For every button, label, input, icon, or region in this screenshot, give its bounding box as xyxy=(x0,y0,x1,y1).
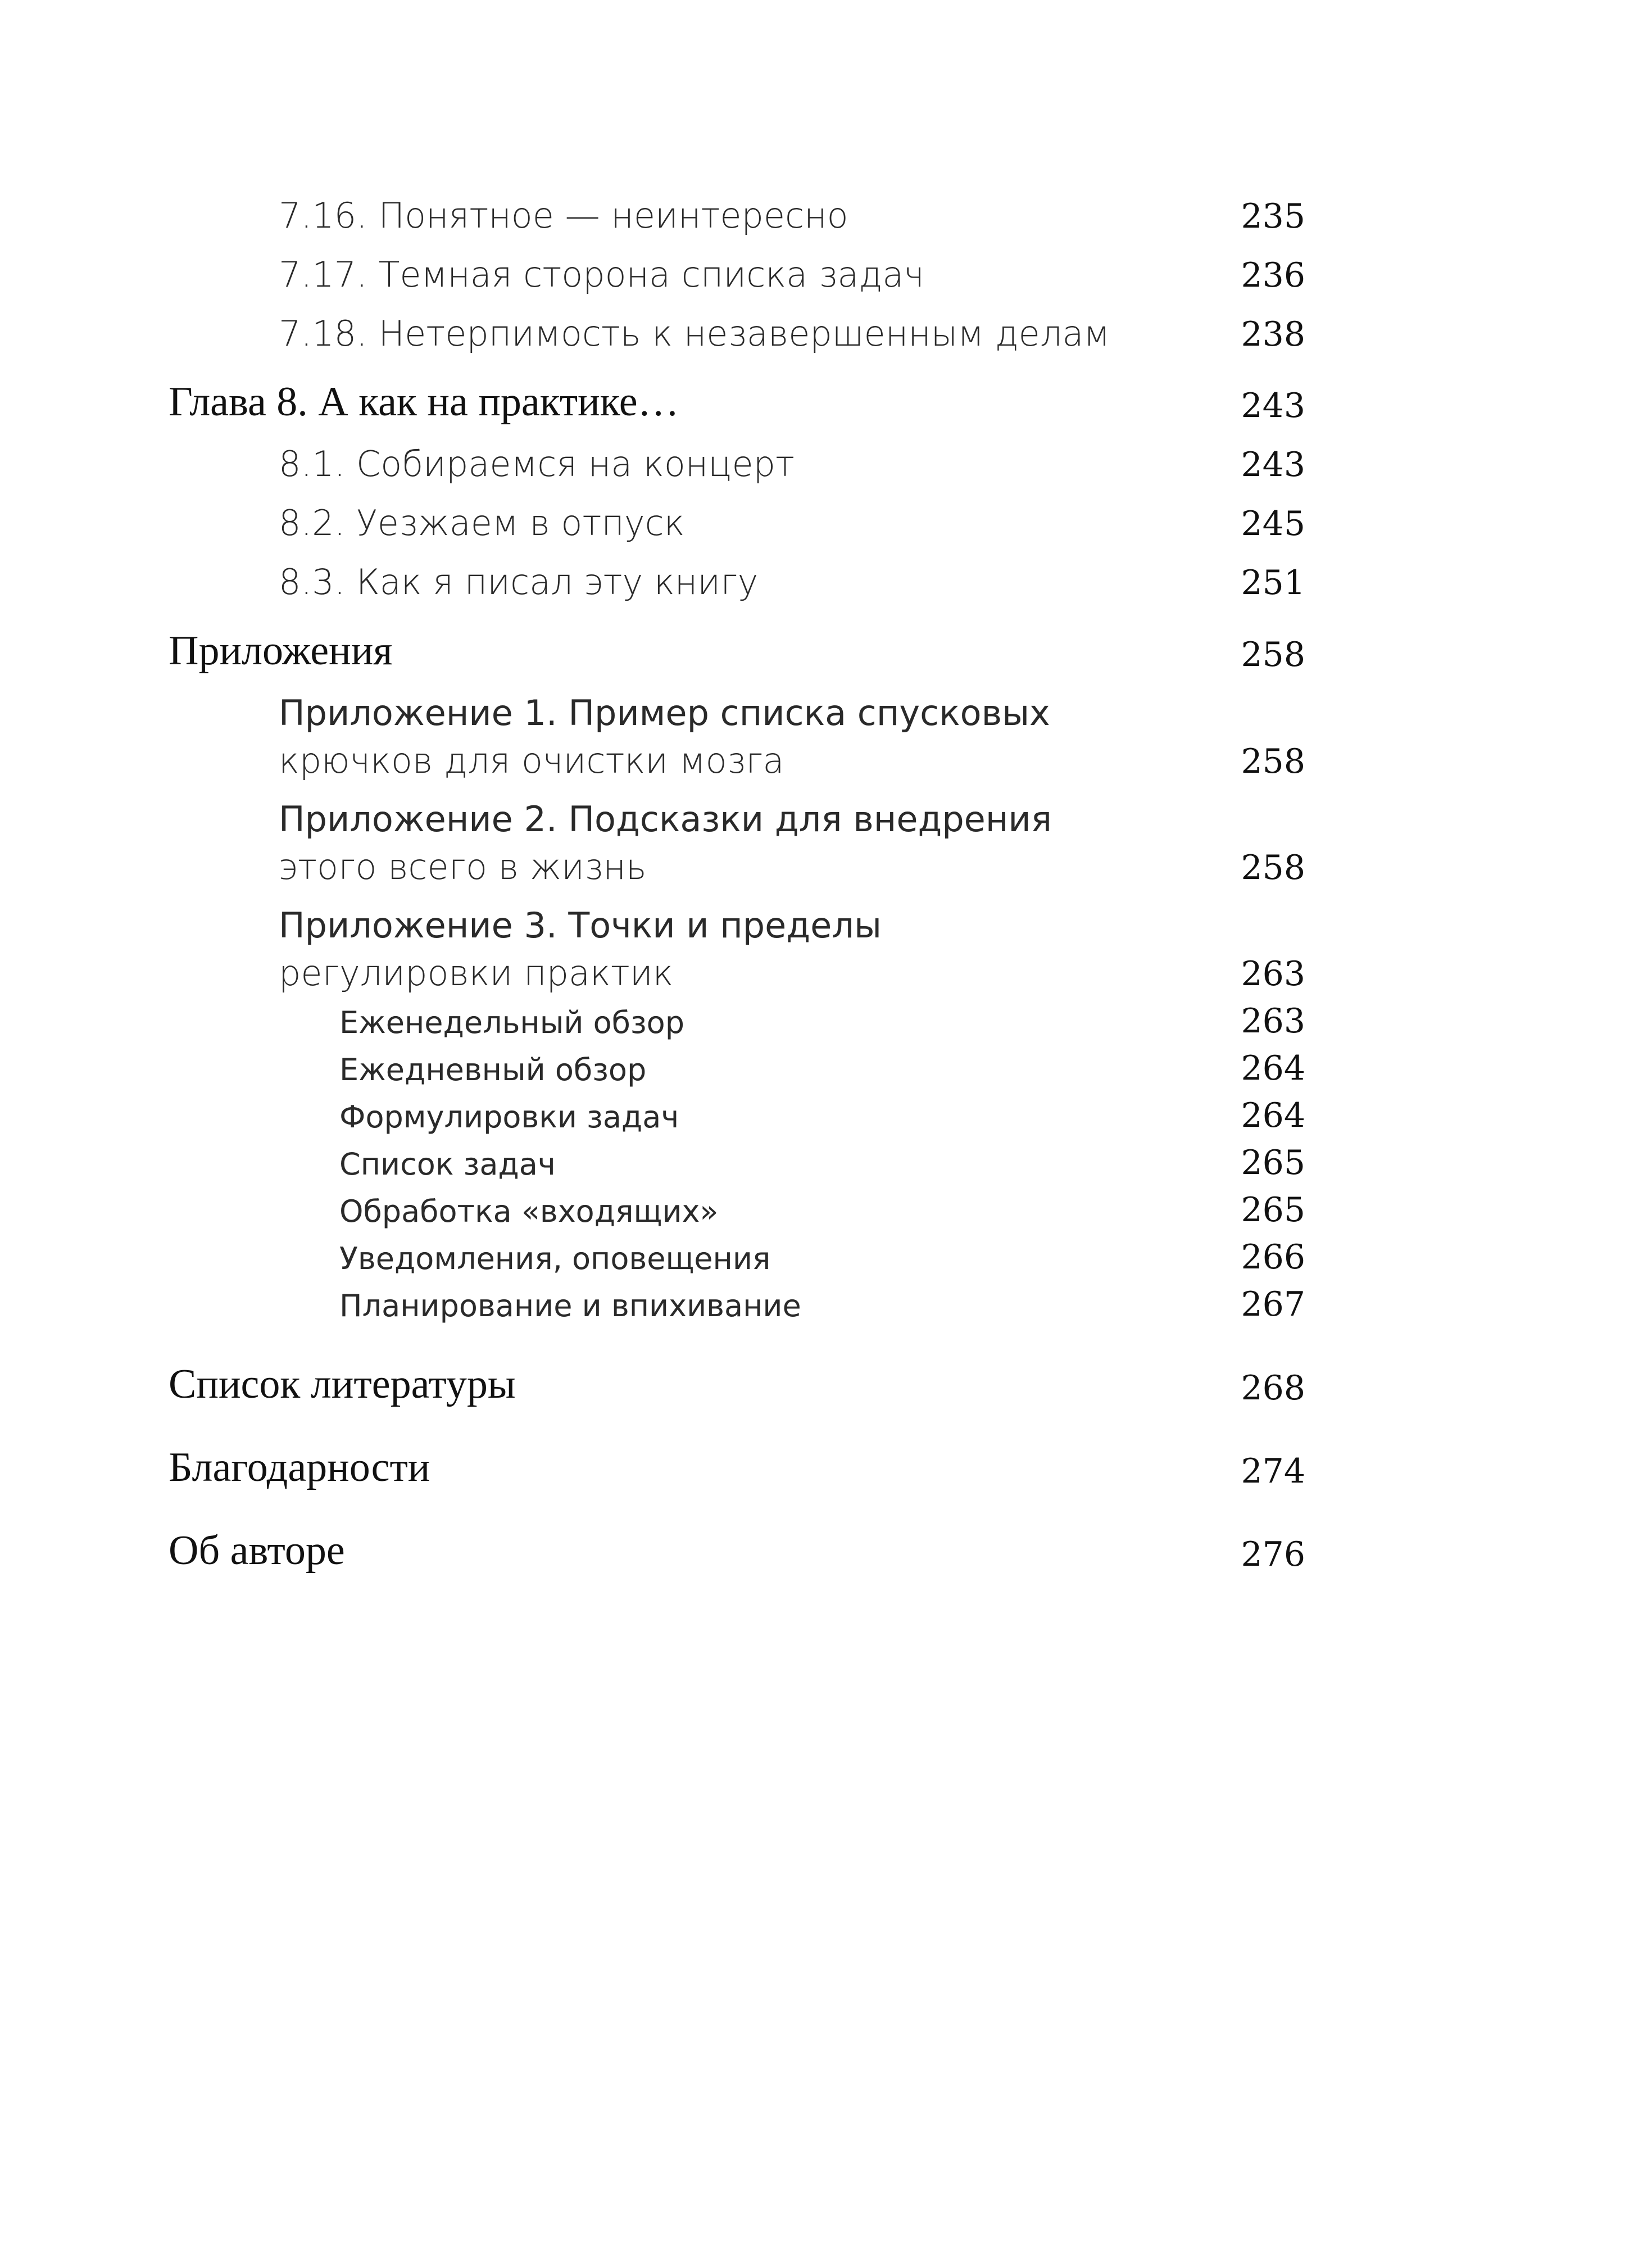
toc-sub-title: Обработка «входящих» xyxy=(339,1194,719,1229)
toc-entry-page: 258 xyxy=(1241,848,1305,887)
toc-appendix-2-line1: Приложение 2. Подсказки для внедрения xyxy=(279,799,1052,840)
toc-chapter-page: 276 xyxy=(1241,1535,1305,1574)
toc-sub-page: 265 xyxy=(1241,1143,1305,1182)
toc-entry-title: 7.18. Нетерпимость к незавершенным делам xyxy=(279,313,1110,354)
toc-entry-title: крючков для очистки мозга xyxy=(279,740,784,781)
toc-entry-page: 251 xyxy=(1241,563,1305,602)
toc-sub-title: Еженедельный обзор xyxy=(339,1005,684,1040)
toc-entry-title: 8.1. Собираемся на концерт xyxy=(279,443,795,484)
toc-sub-page: 264 xyxy=(1241,1049,1305,1088)
toc-appendix-1-line1: Приложение 1. Пример списка спусковых xyxy=(279,692,1050,733)
toc-entry-title: 8.3. Как я писал эту книгу xyxy=(279,561,759,602)
toc-sub-page: 265 xyxy=(1241,1190,1305,1230)
toc-chapter-page: 274 xyxy=(1241,1452,1305,1491)
toc-sub-title: Формулировки задач xyxy=(339,1099,679,1135)
toc-chapter-title: Об авторе xyxy=(169,1528,345,1574)
toc-entry-page: 263 xyxy=(1241,954,1305,994)
toc-chapter-title: Приложения xyxy=(169,628,393,674)
toc-entry-title: 8.2. Уезжаем в отпуск xyxy=(279,502,685,543)
toc-entry-page: 245 xyxy=(1241,504,1305,543)
toc-sub-title: Планирование и впихивание xyxy=(339,1288,801,1324)
toc-chapter-title: Глава 8. А как на практике… xyxy=(169,379,679,425)
toc-entry-page: 243 xyxy=(1241,445,1305,484)
toc-entry-title: 7.17. Темная сторона списка задач xyxy=(279,254,924,295)
toc-sub-page: 266 xyxy=(1241,1238,1305,1277)
toc-entry-title: регулировки практик xyxy=(279,953,674,994)
toc-entry-page: 236 xyxy=(1241,256,1305,295)
toc-chapter-title: Список литературы xyxy=(169,1361,516,1407)
toc-sub-title: Ежедневный обзор xyxy=(339,1052,647,1087)
toc-appendix-3-line1: Приложение 3. Точки и пределы xyxy=(279,905,882,946)
toc-entry-title: 7.16. Понятное — неинтересно xyxy=(279,195,848,236)
toc-chapter-page: 243 xyxy=(1241,386,1305,425)
toc-entry-page: 235 xyxy=(1241,197,1305,236)
toc-entry-title: этого всего в жизнь xyxy=(279,846,647,887)
toc-chapter-page: 258 xyxy=(1241,635,1305,674)
toc-chapter-page: 268 xyxy=(1241,1368,1305,1408)
toc-entry-page: 258 xyxy=(1241,742,1305,781)
toc-sub-title: Список задач xyxy=(339,1146,556,1182)
toc-sub-page: 264 xyxy=(1241,1096,1305,1135)
toc-sub-page: 263 xyxy=(1241,1001,1305,1041)
toc-sub-title: Уведомления, оповещения xyxy=(339,1241,771,1276)
toc-sub-page: 267 xyxy=(1241,1285,1305,1324)
toc-entry-page: 238 xyxy=(1241,315,1305,354)
toc-chapter-title: Благодарности xyxy=(169,1444,430,1490)
